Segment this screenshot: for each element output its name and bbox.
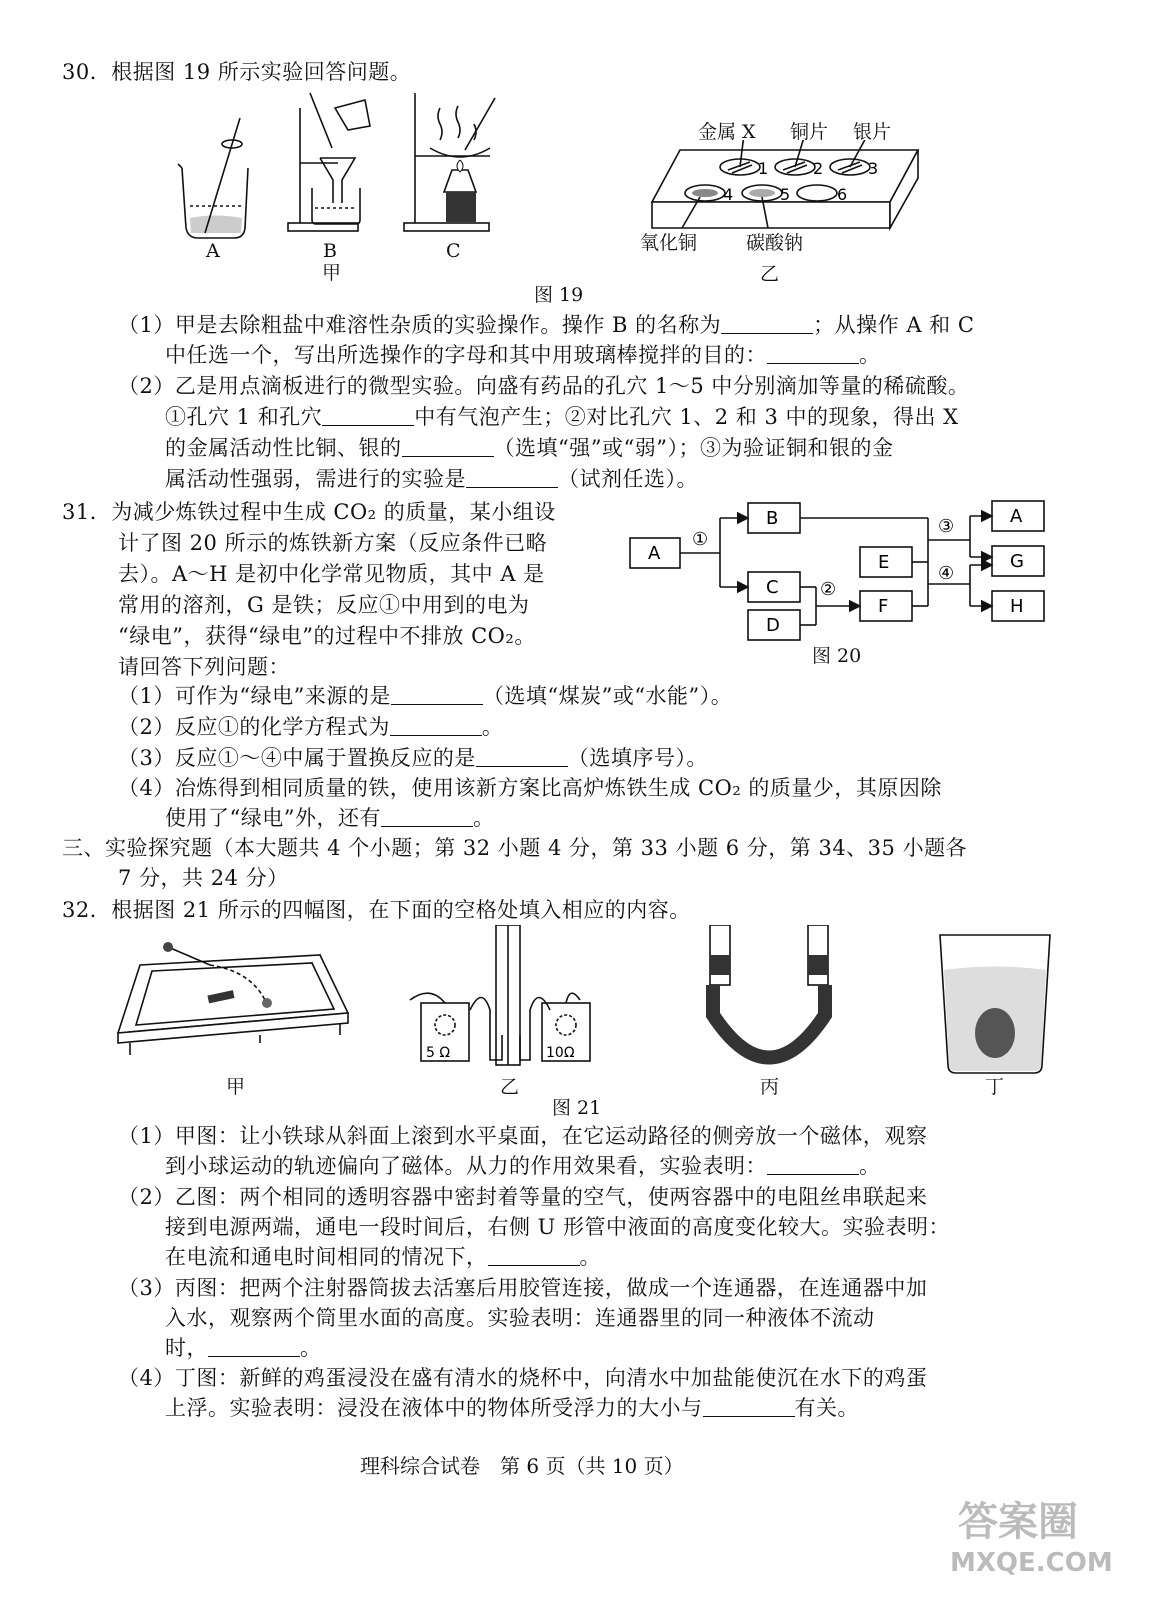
q30-p2-line1: （2）乙是用点滴板进行的微型实验。向盛有药品的孔穴 1～5 中分别滴加等量的稀硫酸。 — [118, 374, 970, 398]
section-3-heading-cont: 7 分，共 24 分） — [118, 866, 289, 890]
q31-line6: 请回答下列问题： — [118, 655, 290, 679]
q31-p3: （3）反应①～④中属于置换反应的是 （选填序号）。 — [118, 746, 708, 770]
hole-1: 1 — [758, 159, 769, 178]
hole-2: 2 — [813, 159, 824, 178]
q32-p3-line1: （3）丙图：把两个注射器筒拔去活塞后用胶管连接，做成一个连通器，在连通器中加 — [118, 1276, 928, 1300]
q30-p2-line3: 的金属活动性比铜、银的 （选填“强”或“弱”）；③为验证铜和银的金 — [165, 436, 894, 460]
hole-6: 6 — [837, 185, 848, 204]
q32-p4-line2: 上浮。实验表明：浸没在液体中的物体所受浮力的大小与 有关。 — [165, 1396, 859, 1420]
q32-p2-line1: （2）乙图：两个相同的透明容器中密封着等量的空气，使两容器中的电阻丝串联起来 — [118, 1185, 928, 1209]
node-f-label: F — [878, 596, 889, 617]
resistor-10-ohm: 10Ω — [546, 1045, 575, 1061]
figure-21 — [110, 925, 1070, 1085]
fig21-ding — [940, 935, 1050, 1073]
reaction-4: ④ — [938, 563, 955, 584]
q30-p1-line2: 中任选一个，写出所选操作的字母和其中用玻璃棒搅拌的目的： 。 — [165, 343, 881, 367]
label-a: A — [206, 240, 220, 262]
q31-p1: （1）可作为“绿电”来源的是 （选填“煤炭”或“水能”）。 — [118, 684, 733, 708]
node-g-label: G — [1010, 551, 1024, 572]
section-3-heading: 三、实验探究题（本大题共 4 个小题；第 32 小题 4 分，第 33 小题 6 分，第 34、35 小题各 — [62, 836, 968, 860]
node-d-label: D — [766, 615, 780, 636]
label-c: C — [446, 240, 461, 262]
q32-p3-line3: 时， 。 — [165, 1336, 322, 1360]
reaction-1: ① — [692, 529, 709, 550]
fig21-label-bing: 丙 — [760, 1076, 780, 1098]
q31-line1: 31．为减少炼铁过程中生成 CO₂ 的质量，某小组设 — [62, 500, 556, 524]
spot-plate — [640, 140, 930, 240]
q30-p1-line1: （1）甲是去除粗盐中难溶性杂质的实验操作。操作 B 的名称为 ；从操作 A 和 C — [118, 313, 975, 337]
reaction-3: ③ — [938, 516, 955, 537]
q31-line3: 去）。A～H 是初中化学常见物质，其中 A 是 — [118, 562, 545, 586]
q32-title: 32．根据图 21 所示的四幅图，在下面的空格处填入相应的内容。 — [62, 898, 691, 922]
hole-4: 4 — [723, 185, 734, 204]
hole-3: 3 — [868, 159, 879, 178]
node-a-label: A — [648, 543, 661, 564]
q31-p4-line2: 使用了“绿电”外，还有 。 — [165, 806, 495, 830]
node-a2-label: A — [1010, 506, 1023, 527]
page-footer: 理科综合试卷 第 6 页（共 10 页） — [360, 1454, 684, 1478]
label-jia-group: 甲 — [322, 262, 342, 284]
node-b-label: B — [766, 508, 779, 529]
figure-21-caption: 图 21 — [552, 1097, 602, 1119]
q31-line5: “绿电”，获得“绿电”的过程中不排放 CO₂。 — [118, 624, 536, 648]
q30-p2-line2: ①孔穴 1 和孔穴 中有气泡产生；②对比孔穴 1、2 和 3 中的现象，得出 X — [165, 405, 959, 429]
q32-p1-line1: （1）甲图：让小铁球从斜面上滚到水平桌面，在它运动路径的侧旁放一个磁体，观察 — [118, 1124, 928, 1148]
q31-line4: 常用的溶剂，G 是铁；反应①中用到的电为 — [118, 593, 530, 617]
fig21-label-jia: 甲 — [226, 1076, 246, 1098]
figure-20-caption: 图 20 — [812, 645, 862, 667]
reaction-2: ② — [820, 579, 837, 600]
q32-p2-line3: 在电流和通电时间相同的情况下， 。 — [165, 1245, 601, 1269]
q30-title: 30．根据图 19 所示实验回答问题。 — [62, 60, 412, 84]
label-silver: 银片 — [853, 121, 892, 143]
node-h-label: H — [1010, 596, 1024, 617]
q31-p4-line1: （4）冶炼得到相同质量的铁，使用该新方案比高炉炼铁生成 CO₂ 的质量少，其原因除 — [118, 776, 942, 800]
node-c-label: C — [766, 577, 779, 598]
figure-19-caption: 图 19 — [534, 284, 584, 306]
watermark-logo: 答案圈 — [958, 1499, 1078, 1545]
label-na2co3: 碳酸钠 — [746, 232, 804, 254]
watermark-url: MXQE.COM — [950, 1548, 1113, 1578]
fig21-label-yi: 乙 — [500, 1076, 520, 1098]
q31-line2: 计了图 20 所示的炼铁新方案（反应条件已略 — [118, 531, 548, 555]
q31-p2: （2）反应①的化学方程式为 。 — [118, 715, 504, 739]
q32-p2-line2: 接到电源两端，通电一段时间后，右侧 U 形管中液面的高度变化较大。实验表明： — [165, 1215, 951, 1239]
fig21-yi — [410, 925, 590, 1065]
q32-p1-line2: 到小球运动的轨迹偏向了磁体。从力的作用效果看，实验表明： 。 — [165, 1154, 881, 1178]
label-copper: 铜片 — [790, 121, 829, 143]
label-metal-x: 金属 X — [698, 121, 756, 143]
hole-5: 5 — [780, 185, 791, 204]
label-cuo: 氧化铜 — [640, 232, 698, 254]
q30-p2-line4: 属活动性强弱，需进行的实验是 （试剂任选）。 — [165, 467, 698, 491]
q32-p3-line2: 入水，观察两个筒里水面的高度。实验表明：连通器里的同一种液体不流动 — [165, 1306, 875, 1330]
fig21-label-ding: 丁 — [985, 1076, 1005, 1098]
fig21-jia — [118, 942, 348, 1055]
fig21-bing — [710, 925, 828, 1058]
node-e-label: E — [878, 552, 890, 573]
label-b: B — [323, 240, 337, 262]
q32-p4-line1: （4）丁图：新鲜的鸡蛋浸没在盛有清水的烧杯中，向清水中加盐能使沉在水下的鸡蛋 — [118, 1366, 928, 1390]
figure-20-diagram — [620, 495, 1060, 645]
label-yi-group: 乙 — [760, 263, 780, 285]
resistor-5-ohm: 5 Ω — [426, 1045, 451, 1061]
